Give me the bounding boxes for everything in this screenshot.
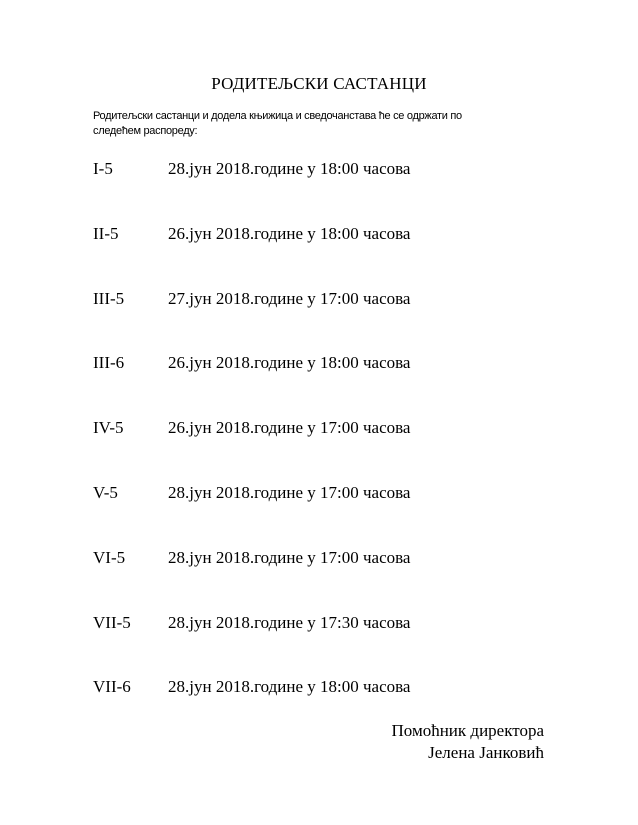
schedule-row	[93, 289, 553, 354]
meeting-datetime: 26.јун 2018.године у 18:00 часова	[168, 223, 411, 243]
schedule-row	[93, 159, 553, 224]
class-label: IV-5	[93, 418, 124, 438]
meeting-datetime: 28.јун 2018.године у 18:00 часова	[168, 159, 411, 178]
class-label: III-5	[93, 288, 125, 308]
class-label: VII-5	[93, 612, 131, 632]
class-label: VII-6	[93, 677, 131, 697]
meeting-datetime: 28.јун 2018.године у 17:30 часова	[168, 612, 411, 632]
intro-text	[93, 109, 523, 139]
meeting-datetime: 28.јун 2018.године у 18:00 часова	[168, 677, 411, 697]
schedule-row	[93, 353, 553, 418]
intro-line: следећем распореду:	[93, 125, 198, 137]
intro-line: Родитељски састанци и додела књижица и сведочанстава ће се одржати по	[93, 110, 462, 122]
class-label: II-5	[93, 223, 119, 243]
meeting-datetime: 27.јун 2018.године у 17:00 часова	[168, 288, 411, 308]
page-title: РОДИТЕЉСКИ САСТАНЦИ	[211, 74, 427, 93]
meeting-datetime: 28.јун 2018.године у 17:00 часова	[168, 482, 411, 502]
schedule-row	[93, 483, 553, 548]
class-label: V-5	[93, 482, 118, 502]
schedule-row	[93, 548, 553, 613]
class-label: VI-5	[93, 547, 126, 567]
schedule-list	[93, 159, 553, 742]
schedule-row	[93, 224, 553, 289]
class-label: I-5	[93, 159, 113, 178]
schedule-row	[93, 613, 553, 678]
schedule-row	[93, 418, 553, 483]
signature-role: Помоћник директора	[391, 721, 544, 740]
signature-name: Јелена Јанковић	[428, 743, 544, 762]
class-label: III-6	[93, 353, 125, 373]
meeting-datetime: 26.јун 2018.године у 18:00 часова	[168, 353, 411, 373]
meeting-datetime: 28.јун 2018.године у 17:00 часова	[168, 547, 411, 567]
meeting-datetime: 26.јун 2018.године у 17:00 часова	[168, 418, 411, 438]
signature-block	[392, 720, 545, 764]
